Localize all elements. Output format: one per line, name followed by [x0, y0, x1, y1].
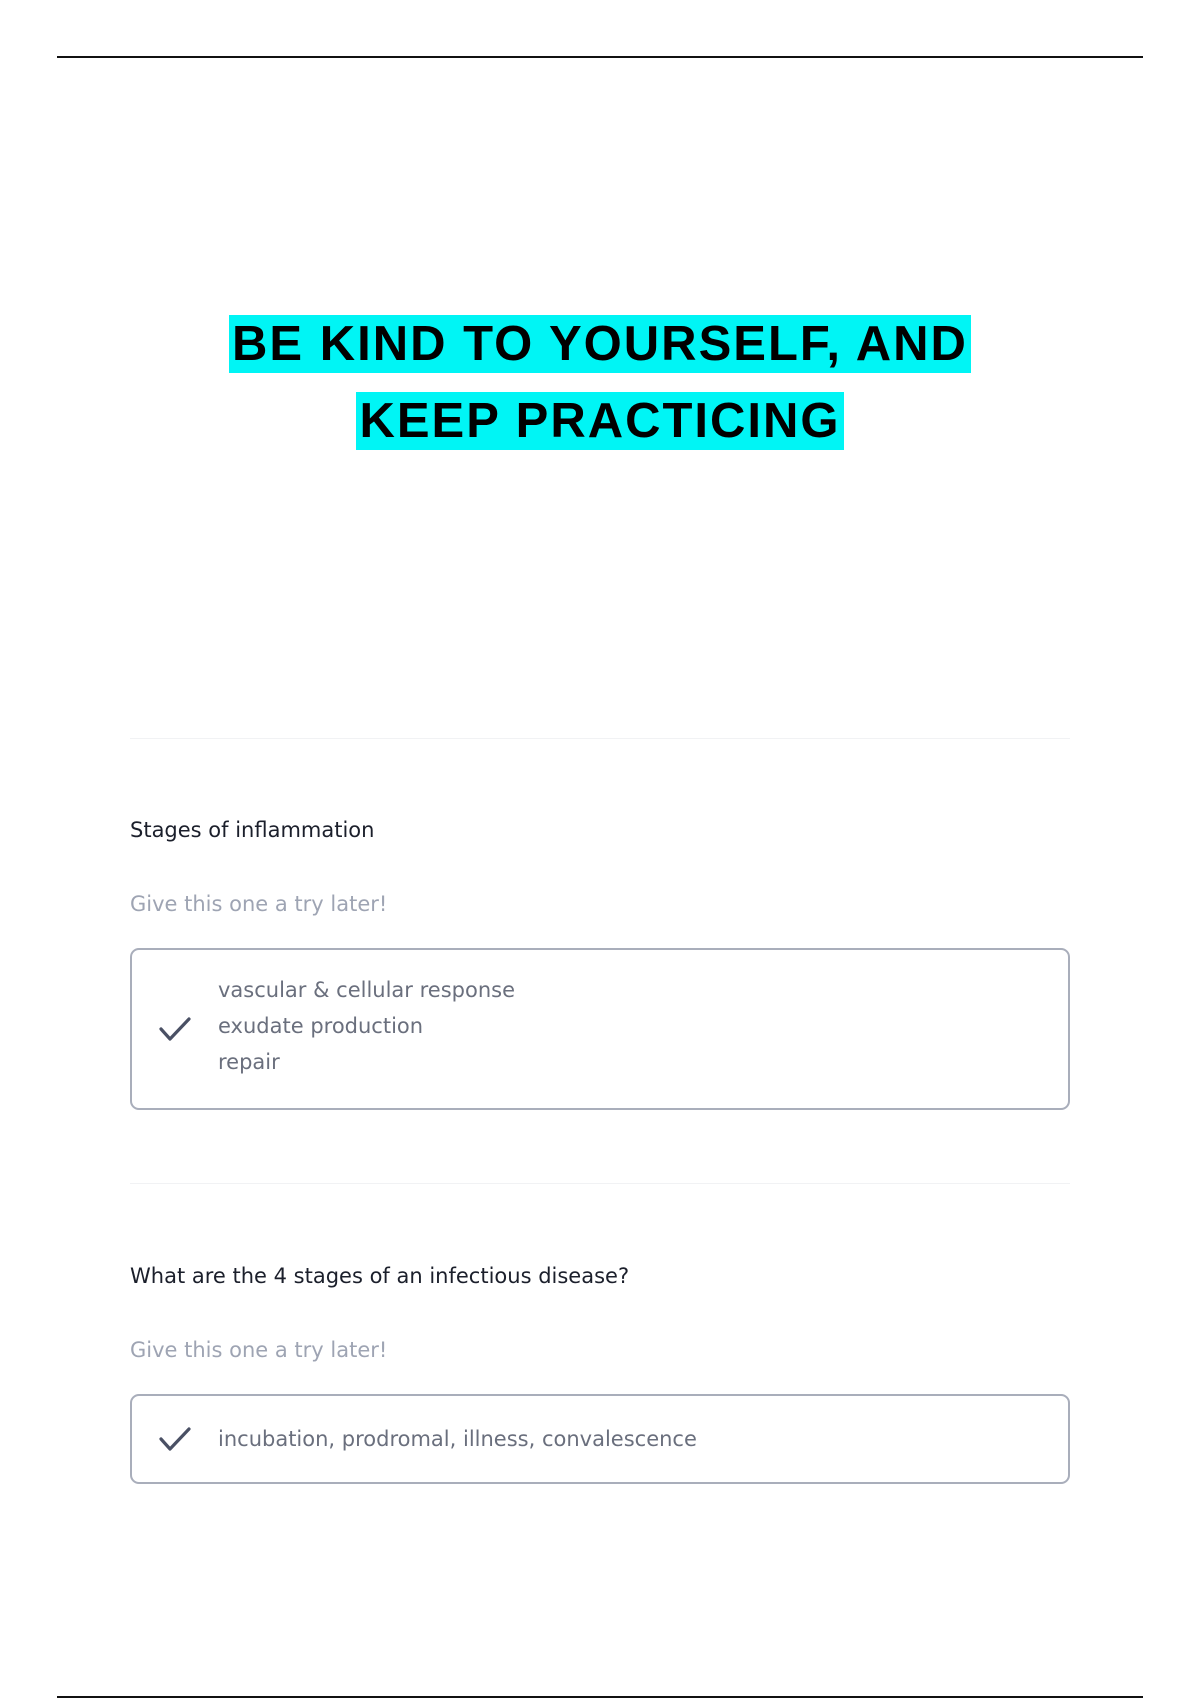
answer-text [218, 1421, 697, 1457]
top-rule [57, 56, 1143, 58]
flashcard-2 [130, 1262, 1070, 1492]
answer-box[interactable] [130, 948, 1070, 1110]
answer-text [218, 972, 515, 1080]
answer-line: incubation, prodromal, illness, convalescence [218, 1427, 697, 1451]
banner-line-1: BE KIND TO YOURSELF, AND [229, 315, 971, 373]
checkmark-icon [158, 1422, 192, 1456]
section-divider [130, 738, 1070, 739]
answer-line: repair [218, 1050, 280, 1074]
question-text: Stages of inflammation [130, 818, 375, 842]
question-text: What are the 4 stages of an infectious disease? [130, 1264, 630, 1288]
section-divider [130, 1183, 1070, 1184]
banner-line-2: KEEP PRACTICING [356, 392, 843, 450]
hint-text: Give this one a try later! [130, 1338, 388, 1362]
answer-line: vascular & cellular response [218, 978, 515, 1002]
motivation-banner [0, 306, 1200, 460]
answer-box[interactable] [130, 1394, 1070, 1484]
bottom-rule [57, 1696, 1143, 1698]
hint-text: Give this one a try later! [130, 892, 388, 916]
answer-line: exudate production [218, 1014, 424, 1038]
flashcard-1 [130, 816, 1070, 1116]
checkmark-icon [158, 1012, 192, 1046]
